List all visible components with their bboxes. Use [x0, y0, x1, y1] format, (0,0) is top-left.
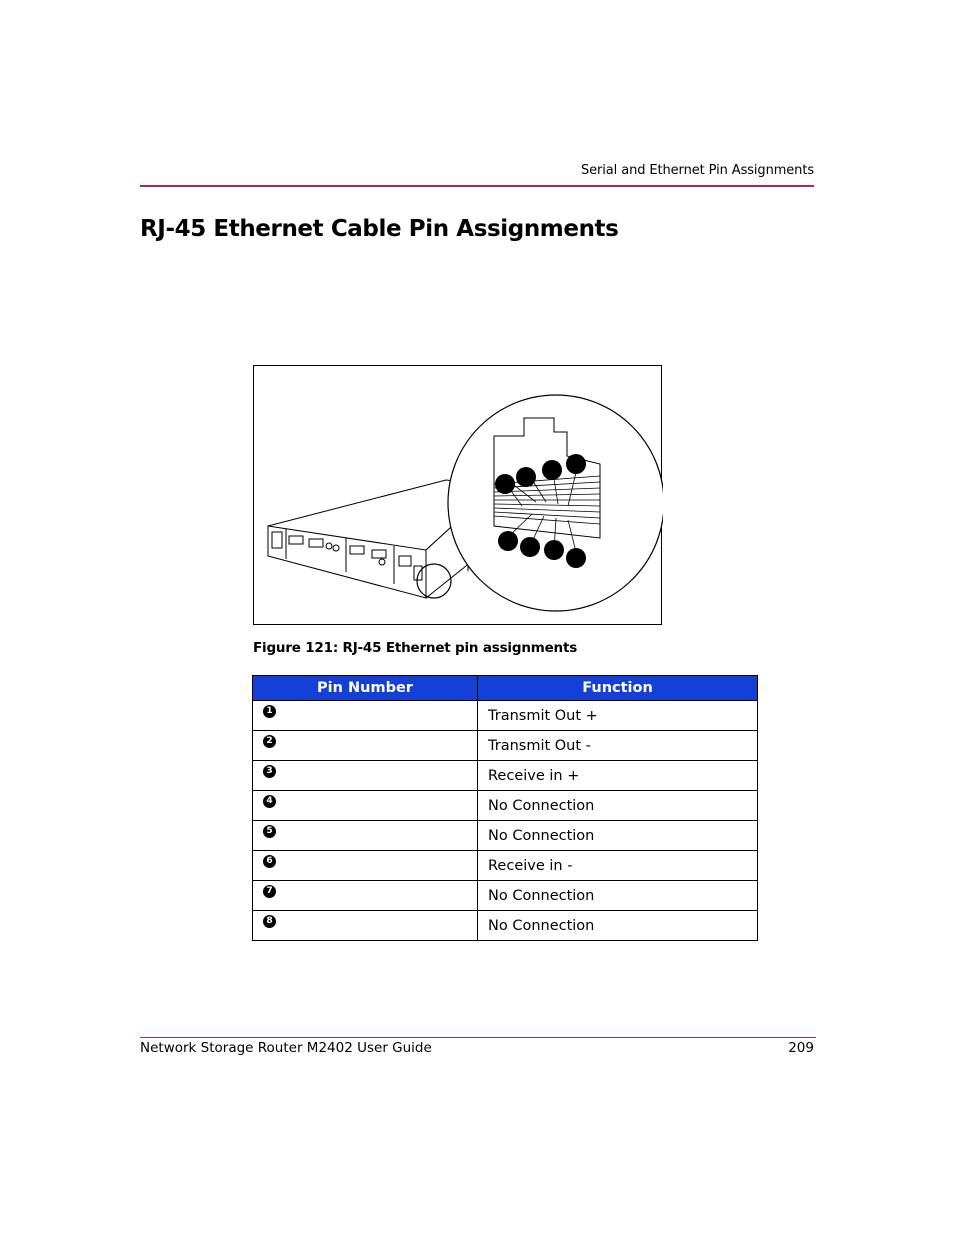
router-illustration: [254, 366, 663, 626]
table-row: [253, 791, 758, 821]
pin-number-badge: 4: [263, 795, 276, 808]
table-header-row: [253, 676, 758, 701]
table-row: [253, 761, 758, 791]
header-rule: [140, 185, 814, 187]
table-row: [253, 701, 758, 731]
table-row: [253, 821, 758, 851]
footer-page-number: 209: [788, 1040, 814, 1056]
pin-number-badge: 8: [263, 915, 276, 928]
pin-number-badge: 6: [263, 855, 276, 868]
pin-function: Transmit Out +: [478, 701, 758, 731]
table-row: [253, 911, 758, 941]
pin-assignment-table: [252, 675, 758, 941]
column-header-pin-number: Pin Number: [253, 676, 478, 701]
pin-function: No Connection: [478, 911, 758, 941]
magnified-connector: [448, 395, 663, 611]
running-header: Serial and Ethernet Pin Assignments: [581, 163, 814, 178]
pin-number-badge: 1: [263, 705, 276, 718]
pin-function: No Connection: [478, 881, 758, 911]
pin-function: Receive in +: [478, 761, 758, 791]
footer-doc-title: Network Storage Router M2402 User Guide: [140, 1040, 432, 1056]
figure-caption: Figure 121: RJ-45 Ethernet pin assignments: [253, 640, 578, 656]
pin-number-badge: 5: [263, 825, 276, 838]
table-row: [253, 851, 758, 881]
pin-function: No Connection: [478, 821, 758, 851]
pin-function: Transmit Out -: [478, 731, 758, 761]
figure-rj45-diagram: [253, 365, 662, 625]
table-row: [253, 881, 758, 911]
pin-number-badge: 7: [263, 885, 276, 898]
column-header-function: Function: [478, 676, 758, 701]
footer-rule: [140, 1037, 816, 1038]
pin-number-badge: 2: [263, 735, 276, 748]
table-row: [253, 731, 758, 761]
pin-function: Receive in -: [478, 851, 758, 881]
pin-function: No Connection: [478, 791, 758, 821]
pin-number-badge: 3: [263, 765, 276, 778]
section-title: RJ-45 Ethernet Cable Pin Assignments: [140, 216, 619, 242]
